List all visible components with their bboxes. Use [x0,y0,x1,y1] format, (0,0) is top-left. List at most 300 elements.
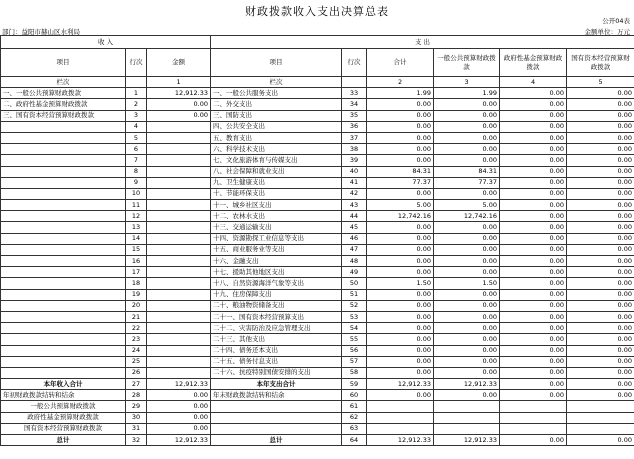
income-item: 二、政府性基金预算财政拨款 [1,99,126,110]
expense-item: 本年支出合计 [211,379,342,390]
expense-item: 十九、住房保障支出 [211,289,342,300]
table-row [1,244,634,255]
expense-item [211,401,342,412]
income-amount [147,367,211,378]
income-item [1,356,126,367]
income-item [1,289,126,300]
expense-row-no: 39 [342,155,367,166]
expense-item: 十八、自然资源海洋气象等支出 [211,278,342,289]
table-row [1,256,634,267]
state-capital-amount: 0.00 [567,177,634,188]
total-amount: 0.00 [367,110,434,121]
total-amount: 0.00 [367,367,434,378]
gen-budget-amount [434,401,500,412]
income-row-no: 23 [126,334,147,345]
income-amount [147,356,211,367]
table-row [1,412,634,423]
income-item [1,166,126,177]
income-amount [147,289,211,300]
gen-budget-amount: 0.00 [434,323,500,334]
state-capital-amount: 0.00 [567,256,634,267]
expense-item: 十一、城乡社区支出 [211,200,342,211]
table-row [1,278,634,289]
income-amount: 0.00 [147,423,211,434]
total-amount: 0.00 [367,233,434,244]
expense-row-no: 54 [342,323,367,334]
state-capital-amount: 0.00 [567,390,634,401]
gen-budget-amount: 77.37 [434,177,500,188]
gov-fund-amount: 0.00 [500,256,567,267]
gen-budget-amount: 0.00 [434,144,500,155]
gen-budget-amount: 1.99 [434,88,500,99]
col-index: 1 [147,77,211,88]
expense-row-no: 40 [342,166,367,177]
gov-fund-header: 政府性基金预算财政拨款 [500,49,567,77]
expense-row-no: 62 [342,412,367,423]
expense-item: 十七、援助其他地区支出 [211,267,342,278]
gov-fund-amount: 0.00 [500,99,567,110]
total-amount: 0.00 [367,300,434,311]
expense-item: 年末财政拨款结转和结余 [211,390,342,401]
table-row [1,188,634,199]
income-amount: 0.00 [147,99,211,110]
state-capital-amount [567,401,634,412]
income-rowno-header: 行次 [126,49,147,77]
unit-label: 金额单位：万元 [584,28,630,36]
state-capital-amount: 0.00 [567,323,634,334]
gov-fund-amount: 0.00 [500,177,567,188]
expense-item: 二十二、灾害防治及应急管理支出 [211,323,342,334]
income-header: 收 入 [1,36,211,49]
table-row [1,334,634,345]
gov-fund-amount: 0.00 [500,289,567,300]
gov-fund-amount [500,412,567,423]
income-item [1,144,126,155]
income-row-no: 7 [126,155,147,166]
expense-item: 二十、粮油物资储备支出 [211,300,342,311]
table-row [1,356,634,367]
state-capital-amount: 0.00 [567,267,634,278]
gov-fund-amount [500,401,567,412]
table-row [1,222,634,233]
expense-item: 十、节能环保支出 [211,188,342,199]
table-row [1,144,634,155]
income-item [1,334,126,345]
income-item [1,233,126,244]
gen-budget-amount: 0.00 [434,155,500,166]
total-amount: 12,742.16 [367,211,434,222]
expense-item: 五、教育支出 [211,132,342,143]
income-row-no: 26 [126,367,147,378]
col-index: 4 [500,77,567,88]
total-amount: 0.00 [367,155,434,166]
income-item [1,177,126,188]
expense-row-no: 38 [342,144,367,155]
income-amount [147,233,211,244]
state-capital-amount: 0.00 [567,144,634,155]
state-capital-amount: 0.00 [567,132,634,143]
expense-row-no: 55 [342,334,367,345]
income-row-no: 25 [126,356,147,367]
state-capital-amount [567,412,634,423]
gov-fund-amount: 0.00 [500,155,567,166]
state-capital-amount: 0.00 [567,435,634,446]
state-capital-amount: 0.00 [567,345,634,356]
table-row [1,211,634,222]
income-amount [147,144,211,155]
section-header-row [1,36,634,49]
state-capital-amount: 0.00 [567,99,634,110]
total-header: 合计 [367,49,434,77]
column-header-row [1,49,634,77]
income-row-no: 18 [126,278,147,289]
income-item [1,121,126,132]
gov-fund-amount: 0.00 [500,88,567,99]
gen-budget-amount [434,423,500,434]
gov-fund-amount: 0.00 [500,379,567,390]
table-row [1,233,634,244]
income-amount: 0.00 [147,412,211,423]
gov-fund-amount: 0.00 [500,334,567,345]
expense-row-no: 43 [342,200,367,211]
state-capital-amount: 0.00 [567,200,634,211]
total-amount: 5.00 [367,200,434,211]
gov-fund-amount: 0.00 [500,390,567,401]
expense-row-no: 33 [342,88,367,99]
gen-budget-amount: 0.00 [434,267,500,278]
expense-item: 六、科学技术支出 [211,144,342,155]
department-label: 部门：益阳市赫山区水利局 [2,28,80,36]
income-row-no: 14 [126,233,147,244]
income-amount [147,188,211,199]
expense-item: 二、外交支出 [211,99,342,110]
expense-row-no: 64 [342,435,367,446]
expense-item: 三、国防支出 [211,110,342,121]
table-row [1,390,634,401]
income-amount [147,155,211,166]
income-row-no: 4 [126,121,147,132]
total-amount: 1.99 [367,88,434,99]
expense-item: 九、卫生健康支出 [211,177,342,188]
income-amount [147,132,211,143]
table-row [1,289,634,300]
expense-item: 总计 [211,435,342,446]
income-row-no: 21 [126,311,147,322]
income-row-no: 19 [126,289,147,300]
gen-budget-amount: 0.00 [434,222,500,233]
gov-fund-amount: 0.00 [500,110,567,121]
gov-fund-amount: 0.00 [500,132,567,143]
expense-rowno-header: 行次 [342,49,367,77]
income-item [1,188,126,199]
income-amount [147,334,211,345]
income-row-no: 15 [126,244,147,255]
gen-budget-amount: 0.00 [434,121,500,132]
income-amount [147,166,211,177]
income-item [1,311,126,322]
gen-budget-amount: 0.00 [434,110,500,121]
expense-row-no: 57 [342,356,367,367]
expense-item: 十四、资源勘探工业信息等支出 [211,233,342,244]
table-row [1,121,634,132]
total-amount: 0.00 [367,334,434,345]
gen-budget-amount: 5.00 [434,200,500,211]
col-label: 栏次 [211,77,342,88]
income-amount [147,177,211,188]
state-capital-amount: 0.00 [567,278,634,289]
table-row [1,367,634,378]
total-amount: 0.00 [367,311,434,322]
income-amount [147,300,211,311]
income-item [1,367,126,378]
total-amount: 0.00 [367,99,434,110]
income-amount [147,267,211,278]
state-capital-amount: 0.00 [567,356,634,367]
income-item [1,256,126,267]
expense-row-no: 47 [342,244,367,255]
state-capital-amount: 0.00 [567,233,634,244]
state-capital-amount: 0.00 [567,289,634,300]
income-row-no: 9 [126,177,147,188]
income-row-no: 28 [126,390,147,401]
total-amount: 0.00 [367,256,434,267]
income-item [1,211,126,222]
gov-fund-amount: 0.00 [500,323,567,334]
income-row-no: 31 [126,423,147,434]
expense-row-no: 34 [342,99,367,110]
expense-item-header: 项目 [211,49,342,77]
table-row [1,379,634,390]
expense-item [211,412,342,423]
expense-row-no: 35 [342,110,367,121]
total-amount: 0.00 [367,289,434,300]
gov-fund-amount [500,423,567,434]
income-item: 国有资本经营预算财政拨款 [1,423,126,434]
income-row-no: 22 [126,323,147,334]
table-row [1,110,634,121]
col-index: 3 [434,77,500,88]
gen-budget-amount: 0.00 [434,311,500,322]
gen-budget-amount: 0.00 [434,367,500,378]
income-item: 本年收入合计 [1,379,126,390]
col-index: 5 [567,77,634,88]
income-item: 一般公共预算财政拨款 [1,401,126,412]
table-row [1,166,634,177]
income-amount [147,222,211,233]
income-item [1,132,126,143]
income-item [1,323,126,334]
table-row [1,88,634,99]
income-row-no: 11 [126,200,147,211]
income-row-no: 5 [126,132,147,143]
gov-fund-amount: 0.00 [500,121,567,132]
income-item: 一、一般公共预算财政拨款 [1,88,126,99]
income-item [1,155,126,166]
table-row [1,200,634,211]
state-capital-amount: 0.00 [567,222,634,233]
income-item: 年初财政拨款结转和结余 [1,390,126,401]
total-amount: 12,912.33 [367,379,434,390]
income-row-no: 8 [126,166,147,177]
gen-budget-amount: 0.00 [434,233,500,244]
income-row-no: 1 [126,88,147,99]
expense-row-no: 45 [342,222,367,233]
income-amount: 12,912.33 [147,435,211,446]
gen-budget-amount: 0.00 [434,300,500,311]
table-row [1,311,634,322]
expense-header: 支 出 [211,36,634,49]
gov-fund-amount: 0.00 [500,356,567,367]
income-amount: 12,912.33 [147,379,211,390]
income-item [1,244,126,255]
expense-item: 八、社会保障和就业支出 [211,166,342,177]
column-index-row [1,77,634,88]
table-row [1,267,634,278]
state-capital-amount: 0.00 [567,379,634,390]
gov-fund-amount: 0.00 [500,267,567,278]
income-amount [147,311,211,322]
gen-budget-amount: 0.00 [434,132,500,143]
gen-budget-amount: 0.00 [434,345,500,356]
state-capital-amount: 0.00 [567,155,634,166]
state-capital-amount: 0.00 [567,88,634,99]
income-row-no: 32 [126,435,147,446]
gov-fund-amount: 0.00 [500,200,567,211]
total-amount: 0.00 [367,267,434,278]
income-amount [147,256,211,267]
total-amount [367,401,434,412]
state-capital-amount: 0.00 [567,188,634,199]
table-row [1,435,634,446]
report-title: 财政拨款收入支出决算总表 [245,5,389,18]
total-amount: 0.00 [367,222,434,233]
income-amount [147,244,211,255]
total-amount: 0.00 [367,144,434,155]
state-capital-amount: 0.00 [567,110,634,121]
income-row-no: 2 [126,99,147,110]
gov-fund-amount: 0.00 [500,311,567,322]
gen-budget-header: 一般公共预算财政拨款 [434,49,500,77]
income-amount [147,323,211,334]
gen-budget-amount: 0.00 [434,334,500,345]
income-item [1,278,126,289]
expense-row-no: 56 [342,345,367,356]
total-amount: 0.00 [367,132,434,143]
gen-budget-amount: 0.00 [434,99,500,110]
income-row-no: 3 [126,110,147,121]
gen-budget-amount: 0.00 [434,188,500,199]
income-row-no: 13 [126,222,147,233]
expense-item: 二十五、债务付息支出 [211,356,342,367]
gen-budget-amount: 12,912.33 [434,379,500,390]
expense-row-no: 58 [342,367,367,378]
income-row-no: 6 [126,144,147,155]
expense-row-no: 63 [342,423,367,434]
gov-fund-amount: 0.00 [500,435,567,446]
income-row-no: 10 [126,188,147,199]
expense-row-no: 37 [342,132,367,143]
gen-budget-amount: 12,912.33 [434,435,500,446]
expense-item: 二十四、债务还本支出 [211,345,342,356]
table-row [1,132,634,143]
income-row-no: 27 [126,379,147,390]
income-row-no: 12 [126,211,147,222]
income-amount-header: 金额 [147,49,211,77]
income-amount [147,345,211,356]
gen-budget-amount: 0.00 [434,390,500,401]
income-row-no: 24 [126,345,147,356]
income-amount [147,121,211,132]
expense-item: 十五、商业服务业等支出 [211,244,342,255]
income-item [1,222,126,233]
state-capital-amount [567,423,634,434]
income-row-no: 16 [126,256,147,267]
income-amount: 0.00 [147,110,211,121]
income-amount: 0.00 [147,390,211,401]
state-capital-amount: 0.00 [567,311,634,322]
state-capital-amount: 0.00 [567,300,634,311]
income-item [1,345,126,356]
income-amount [147,211,211,222]
income-item: 三、国有资本经营预算财政拨款 [1,110,126,121]
expense-row-no: 36 [342,121,367,132]
state-capital-header: 国有资本经营预算财政拨款 [567,49,634,77]
income-row-no: 20 [126,300,147,311]
gen-budget-amount: 0.00 [434,256,500,267]
total-amount: 0.00 [367,345,434,356]
total-amount: 0.00 [367,121,434,132]
income-row-no: 30 [126,412,147,423]
gen-budget-amount [434,412,500,423]
income-amount: 12,912.33 [147,88,211,99]
state-capital-amount: 0.00 [567,166,634,177]
table-row [1,345,634,356]
income-item: 政府性基金预算财政拨款 [1,412,126,423]
total-amount: 0.00 [367,188,434,199]
income-row-no: 29 [126,401,147,412]
gov-fund-amount: 0.00 [500,278,567,289]
income-amount [147,278,211,289]
expense-row-no: 50 [342,278,367,289]
gov-fund-amount: 0.00 [500,188,567,199]
total-amount [367,412,434,423]
gen-budget-amount: 0.00 [434,356,500,367]
expense-row-no: 41 [342,177,367,188]
gov-fund-amount: 0.00 [500,144,567,155]
expense-item: 二十三、其他支出 [211,334,342,345]
total-amount: 1.50 [367,278,434,289]
expense-row-no: 53 [342,311,367,322]
table-row [1,155,634,166]
expense-item: 二十一、国有资本经营预算支出 [211,311,342,322]
income-item: 总计 [1,435,126,446]
total-amount [367,423,434,434]
income-item-header: 项目 [1,49,126,77]
expense-item: 十二、农林水支出 [211,211,342,222]
gov-fund-amount: 0.00 [500,244,567,255]
form-code: 公开04表 [602,17,630,25]
gen-budget-amount: 12,742.16 [434,211,500,222]
expense-item: 十三、交通运输支出 [211,222,342,233]
gov-fund-amount: 0.00 [500,222,567,233]
expense-row-no: 51 [342,289,367,300]
state-capital-amount: 0.00 [567,334,634,345]
gen-budget-amount: 84.31 [434,166,500,177]
expense-item: 十六、金融支出 [211,256,342,267]
total-amount: 0.00 [367,244,434,255]
total-amount: 0.00 [367,390,434,401]
income-item [1,200,126,211]
